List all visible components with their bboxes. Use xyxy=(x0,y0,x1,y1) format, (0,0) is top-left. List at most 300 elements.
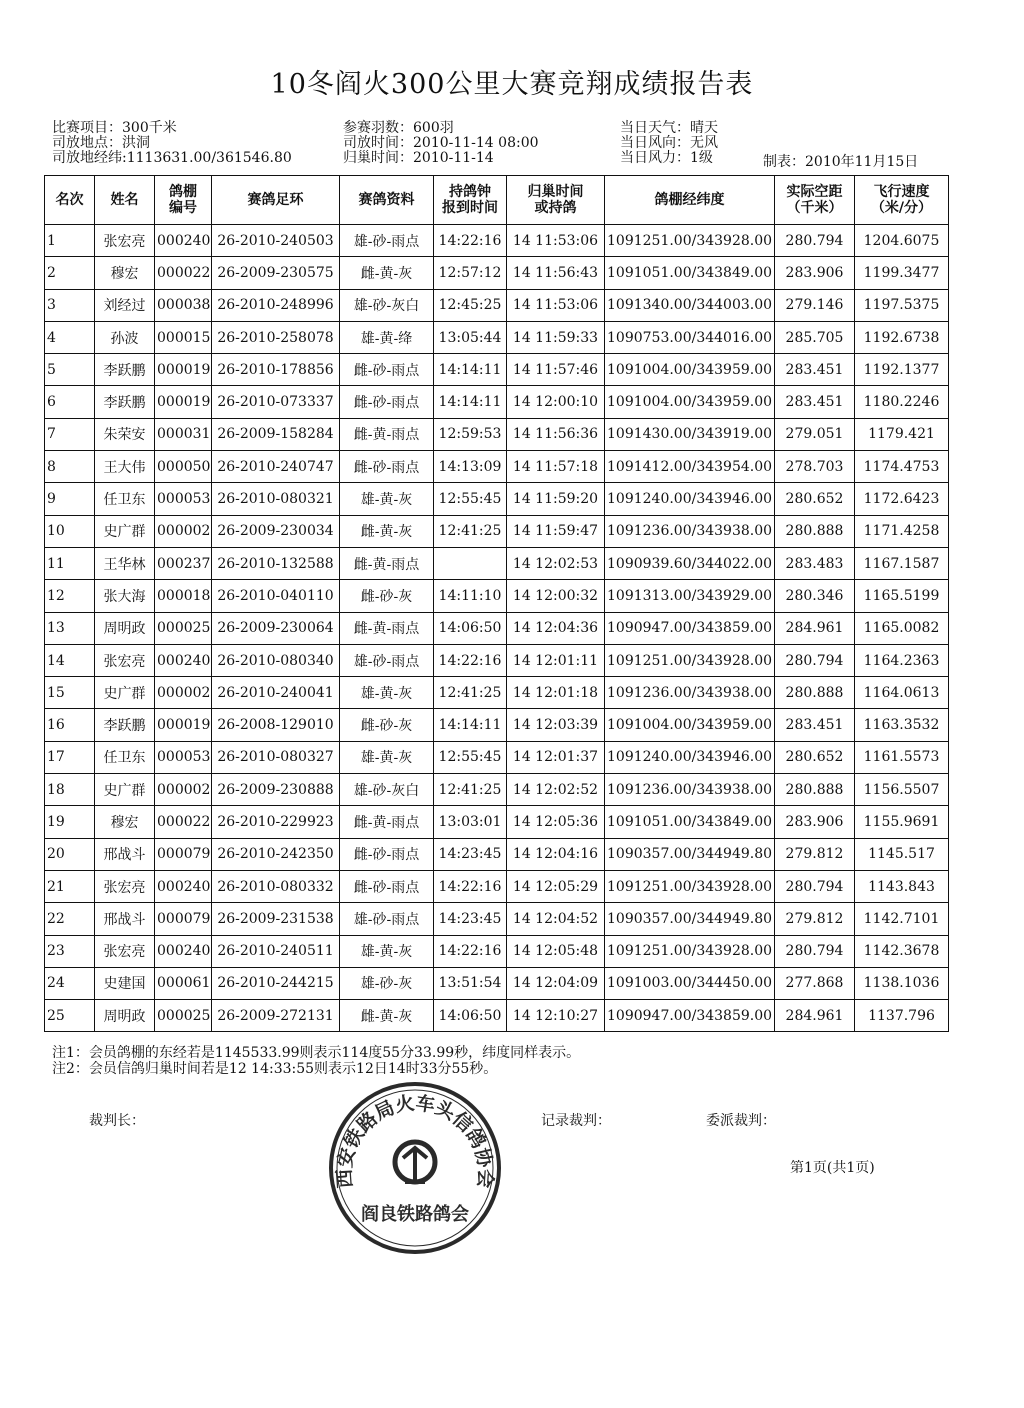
ring-cell: 26-2009-272131 xyxy=(212,1000,340,1032)
coords-cell: 1091251.00/343928.00 xyxy=(605,870,775,902)
table-row xyxy=(45,870,949,902)
arrival-cell: 14 12:04:09 xyxy=(507,967,605,999)
info-cell: 雌-黄-灰 xyxy=(340,257,434,289)
arrival-cell: 14 11:59:47 xyxy=(507,515,605,547)
rank-cell: 3 xyxy=(45,289,95,321)
speed-cell: 1155.9691 xyxy=(855,806,949,838)
rank-cell: 8 xyxy=(45,451,95,483)
clock-cell: 14:14:11 xyxy=(434,386,507,418)
clock-cell: 14:14:11 xyxy=(434,354,507,386)
speed-cell: 1138.1036 xyxy=(855,967,949,999)
distance-cell: 279.812 xyxy=(775,903,855,935)
ring-cell: 26-2009-231538 xyxy=(212,903,340,935)
loft-cell: 000022 xyxy=(155,257,212,289)
name-cell: 刘经过 xyxy=(95,289,155,321)
distance-cell: 280.888 xyxy=(775,677,855,709)
arrival-cell: 14 12:02:52 xyxy=(507,774,605,806)
name-cell: 史广群 xyxy=(95,515,155,547)
meta-left-block xyxy=(52,121,292,166)
header-coords: 鸽棚经纬度 xyxy=(605,176,775,225)
table-row xyxy=(45,1000,949,1032)
header-ring: 赛鸽足环 xyxy=(212,176,340,225)
loft-cell: 000240 xyxy=(155,225,212,257)
arrival-cell: 14 11:59:33 xyxy=(507,321,605,353)
distance-cell: 278.703 xyxy=(775,451,855,483)
rank-cell: 24 xyxy=(45,967,95,999)
info-cell: 雌-砂-灰 xyxy=(340,580,434,612)
assigned-judge-label: 委派裁判： xyxy=(706,1113,776,1129)
arrival-cell: 14 11:56:43 xyxy=(507,257,605,289)
ring-cell: 26-2010-080340 xyxy=(212,644,340,676)
speed-cell: 1180.2246 xyxy=(855,386,949,418)
header-arrival: 归巢时间 或持鸽 xyxy=(507,176,605,225)
clock-cell: 12:41:25 xyxy=(434,677,507,709)
coords-cell: 1091251.00/343928.00 xyxy=(605,225,775,257)
coords-cell: 1091051.00/343849.00 xyxy=(605,257,775,289)
speed-cell: 1163.3532 xyxy=(855,709,949,741)
event-field: 比赛项目：300千米 xyxy=(52,120,177,136)
distance-cell: 284.961 xyxy=(775,612,855,644)
speed-cell: 1137.796 xyxy=(855,1000,949,1032)
rank-cell: 13 xyxy=(45,612,95,644)
distance-cell: 280.794 xyxy=(775,935,855,967)
name-cell: 李跃鹏 xyxy=(95,354,155,386)
loft-cell: 000079 xyxy=(155,903,212,935)
header-loft: 鸽棚 编号 xyxy=(155,176,212,225)
name-cell: 穆宏 xyxy=(95,806,155,838)
rank-cell: 10 xyxy=(45,515,95,547)
meta-mid-block xyxy=(343,121,539,166)
ring-cell: 26-2010-080332 xyxy=(212,870,340,902)
table-row xyxy=(45,644,949,676)
distance-cell: 283.483 xyxy=(775,547,855,579)
loft-cell: 000019 xyxy=(155,354,212,386)
speed-cell: 1142.3678 xyxy=(855,935,949,967)
release-coords-field: 司放地经纬:1113631.00/361546.80 xyxy=(52,150,292,166)
header-distance: 实际空距 （千米） xyxy=(775,176,855,225)
ring-cell: 26-2008-129010 xyxy=(212,709,340,741)
loft-cell: 000050 xyxy=(155,451,212,483)
info-cell: 雌-砂-雨点 xyxy=(340,451,434,483)
speed-cell: 1164.0613 xyxy=(855,677,949,709)
speed-cell: 1161.5573 xyxy=(855,741,949,773)
release-place-field: 司放地点：洪洞 xyxy=(52,135,150,151)
distance-cell: 280.652 xyxy=(775,483,855,515)
speed-cell: 1179.421 xyxy=(855,418,949,450)
ring-cell: 26-2009-230575 xyxy=(212,257,340,289)
coords-cell: 1091340.00/344003.00 xyxy=(605,289,775,321)
name-cell: 张宏亮 xyxy=(95,870,155,902)
loft-cell: 000002 xyxy=(155,677,212,709)
header-speed: 飞行速度 （米/分） xyxy=(855,176,949,225)
clock-cell: 14:13:09 xyxy=(434,451,507,483)
name-cell: 张宏亮 xyxy=(95,644,155,676)
info-cell: 雄-砂-雨点 xyxy=(340,225,434,257)
name-cell: 张宏亮 xyxy=(95,225,155,257)
info-cell: 雄-砂-灰白 xyxy=(340,774,434,806)
coords-cell: 1091004.00/343959.00 xyxy=(605,709,775,741)
note-1: 注1：会员鸽棚的东经若是1145533.99则表示114度55分33.99秒，纬度同样表示。 xyxy=(52,1045,581,1061)
table-row xyxy=(45,354,949,386)
table-row xyxy=(45,580,949,612)
info-cell: 雌-黄-雨点 xyxy=(340,418,434,450)
ring-cell: 26-2010-240041 xyxy=(212,677,340,709)
speed-cell: 1167.1587 xyxy=(855,547,949,579)
release-time-field: 司放时间：2010-11-14 08:00 xyxy=(343,135,539,151)
arrival-cell: 14 12:05:48 xyxy=(507,935,605,967)
name-cell: 张宏亮 xyxy=(95,935,155,967)
table-row xyxy=(45,741,949,773)
rank-cell: 9 xyxy=(45,483,95,515)
loft-cell: 000025 xyxy=(155,1000,212,1032)
wind-direction-field: 当日风向：无风 xyxy=(620,135,718,151)
clock-cell: 14:23:45 xyxy=(434,838,507,870)
table-row xyxy=(45,677,949,709)
arrival-cell: 14 12:01:18 xyxy=(507,677,605,709)
clock-cell: 12:59:53 xyxy=(434,418,507,450)
speed-cell: 1156.5507 xyxy=(855,774,949,806)
table-row xyxy=(45,225,949,257)
speed-cell: 1197.5375 xyxy=(855,289,949,321)
rank-cell: 6 xyxy=(45,386,95,418)
coords-cell: 1091236.00/343938.00 xyxy=(605,677,775,709)
clock-cell xyxy=(434,547,507,579)
loft-cell: 000031 xyxy=(155,418,212,450)
info-cell: 雌-黄-雨点 xyxy=(340,612,434,644)
distance-cell: 280.794 xyxy=(775,225,855,257)
ring-cell: 26-2010-229923 xyxy=(212,806,340,838)
loft-cell: 000053 xyxy=(155,483,212,515)
coords-cell: 1091240.00/343946.00 xyxy=(605,483,775,515)
rank-cell: 21 xyxy=(45,870,95,902)
coords-cell: 1091051.00/343849.00 xyxy=(605,806,775,838)
distance-cell: 279.146 xyxy=(775,289,855,321)
name-cell: 王华林 xyxy=(95,547,155,579)
info-cell: 雌-砂-雨点 xyxy=(340,838,434,870)
loft-cell: 000053 xyxy=(155,741,212,773)
coords-cell: 1091251.00/343928.00 xyxy=(605,935,775,967)
info-cell: 雌-黄-灰 xyxy=(340,1000,434,1032)
distance-cell: 283.906 xyxy=(775,806,855,838)
distance-cell: 277.868 xyxy=(775,967,855,999)
rank-cell: 11 xyxy=(45,547,95,579)
table-row xyxy=(45,903,949,935)
info-cell: 雄-黄-灰 xyxy=(340,483,434,515)
header-name: 姓名 xyxy=(95,176,155,225)
coords-cell: 1090947.00/343859.00 xyxy=(605,1000,775,1032)
ring-cell: 26-2009-230064 xyxy=(212,612,340,644)
clock-cell: 14:22:16 xyxy=(434,935,507,967)
arrival-cell: 14 12:10:27 xyxy=(507,1000,605,1032)
distance-cell: 279.051 xyxy=(775,418,855,450)
table-row xyxy=(45,451,949,483)
clock-cell: 13:51:54 xyxy=(434,967,507,999)
rank-cell: 16 xyxy=(45,709,95,741)
clock-cell: 14:23:45 xyxy=(434,903,507,935)
name-cell: 史广群 xyxy=(95,677,155,709)
name-cell: 李跃鹏 xyxy=(95,386,155,418)
coords-cell: 1090357.00/344949.80 xyxy=(605,838,775,870)
arrival-cell: 14 12:00:32 xyxy=(507,580,605,612)
rank-cell: 23 xyxy=(45,935,95,967)
rank-cell: 1 xyxy=(45,225,95,257)
info-cell: 雄-砂-灰白 xyxy=(340,289,434,321)
rank-cell: 19 xyxy=(45,806,95,838)
coords-cell: 1091412.00/343954.00 xyxy=(605,451,775,483)
arrival-cell: 14 12:05:29 xyxy=(507,870,605,902)
name-cell: 史广群 xyxy=(95,774,155,806)
speed-cell: 1174.4753 xyxy=(855,451,949,483)
table-row xyxy=(45,547,949,579)
name-cell: 周明政 xyxy=(95,1000,155,1032)
loft-cell: 000240 xyxy=(155,935,212,967)
loft-cell: 000240 xyxy=(155,644,212,676)
ring-cell: 26-2010-178856 xyxy=(212,354,340,386)
coords-cell: 1091251.00/343928.00 xyxy=(605,644,775,676)
speed-cell: 1204.6075 xyxy=(855,225,949,257)
arrival-cell: 14 11:59:20 xyxy=(507,483,605,515)
ring-cell: 26-2010-240503 xyxy=(212,225,340,257)
rank-cell: 20 xyxy=(45,838,95,870)
arrival-cell: 14 12:02:53 xyxy=(507,547,605,579)
ring-cell: 26-2010-248996 xyxy=(212,289,340,321)
speed-cell: 1192.6738 xyxy=(855,321,949,353)
loft-cell: 000015 xyxy=(155,321,212,353)
info-cell: 雄-砂-雨点 xyxy=(340,903,434,935)
info-cell: 雄-黄-灰 xyxy=(340,935,434,967)
name-cell: 孙波 xyxy=(95,321,155,353)
speed-cell: 1192.1377 xyxy=(855,354,949,386)
header-rank: 名次 xyxy=(45,176,95,225)
table-row xyxy=(45,386,949,418)
coords-cell: 1090357.00/344949.80 xyxy=(605,903,775,935)
clock-cell: 12:45:25 xyxy=(434,289,507,321)
coords-cell: 1091240.00/343946.00 xyxy=(605,741,775,773)
ring-cell: 26-2009-230888 xyxy=(212,774,340,806)
name-cell: 王大伟 xyxy=(95,451,155,483)
ring-cell: 26-2010-080321 xyxy=(212,483,340,515)
ring-cell: 26-2010-240511 xyxy=(212,935,340,967)
page-number: 第1页(共1页) xyxy=(790,1160,875,1176)
ring-cell: 26-2010-132588 xyxy=(212,547,340,579)
clock-cell: 14:11:10 xyxy=(434,580,507,612)
name-cell: 周明政 xyxy=(95,612,155,644)
distance-cell: 285.705 xyxy=(775,321,855,353)
arrival-cell: 14 11:56:36 xyxy=(507,418,605,450)
ring-cell: 26-2010-242350 xyxy=(212,838,340,870)
arrival-cell: 14 12:04:16 xyxy=(507,838,605,870)
distance-cell: 279.812 xyxy=(775,838,855,870)
made-by-field: 制表：2010年11月15日 xyxy=(763,154,919,170)
coords-cell: 1091004.00/343959.00 xyxy=(605,354,775,386)
speed-cell: 1172.6423 xyxy=(855,483,949,515)
loft-cell: 000237 xyxy=(155,547,212,579)
loft-cell: 000022 xyxy=(155,806,212,838)
chief-judge-label: 裁判长： xyxy=(89,1113,145,1129)
stamp-inner-text: 阎良铁路鸽会 xyxy=(361,1204,469,1225)
info-cell: 雄-黄-灰 xyxy=(340,741,434,773)
meta-right-block xyxy=(620,121,718,166)
association-stamp xyxy=(325,1078,505,1258)
loft-cell: 000002 xyxy=(155,515,212,547)
distance-cell: 283.451 xyxy=(775,709,855,741)
loft-cell: 000038 xyxy=(155,289,212,321)
distance-cell: 280.794 xyxy=(775,644,855,676)
table-row xyxy=(45,806,949,838)
table-row xyxy=(45,257,949,289)
clock-cell: 13:05:44 xyxy=(434,321,507,353)
ring-cell: 26-2010-240747 xyxy=(212,451,340,483)
table-row xyxy=(45,612,949,644)
coords-cell: 1091236.00/343938.00 xyxy=(605,774,775,806)
notes-block xyxy=(52,1045,580,1077)
ring-cell: 26-2010-080327 xyxy=(212,741,340,773)
rank-cell: 5 xyxy=(45,354,95,386)
clock-cell: 14:06:50 xyxy=(434,1000,507,1032)
ring-cell: 26-2009-230034 xyxy=(212,515,340,547)
speed-cell: 1145.517 xyxy=(855,838,949,870)
coords-cell: 1091313.00/343929.00 xyxy=(605,580,775,612)
rank-cell: 4 xyxy=(45,321,95,353)
rank-cell: 25 xyxy=(45,1000,95,1032)
table-row xyxy=(45,838,949,870)
loft-cell: 000019 xyxy=(155,386,212,418)
ring-cell: 26-2010-073337 xyxy=(212,386,340,418)
clock-cell: 12:55:45 xyxy=(434,741,507,773)
wind-force-field: 当日风力：1级 xyxy=(620,150,713,166)
clock-cell: 14:22:16 xyxy=(434,225,507,257)
weather-field: 当日天气：晴天 xyxy=(620,120,718,136)
results-table xyxy=(44,175,949,1032)
loft-cell: 000061 xyxy=(155,967,212,999)
speed-cell: 1171.4258 xyxy=(855,515,949,547)
rank-cell: 22 xyxy=(45,903,95,935)
coords-cell: 1090939.60/344022.00 xyxy=(605,547,775,579)
clock-cell: 14:22:16 xyxy=(434,644,507,676)
name-cell: 邢战斗 xyxy=(95,838,155,870)
arrival-cell: 14 11:53:06 xyxy=(507,225,605,257)
info-cell: 雌-黄-灰 xyxy=(340,515,434,547)
return-time-field: 归巢时间：2010-11-14 xyxy=(343,150,494,166)
info-cell: 雌-黄-雨点 xyxy=(340,547,434,579)
results-body xyxy=(45,225,949,1032)
rank-cell: 12 xyxy=(45,580,95,612)
arrival-cell: 14 12:05:36 xyxy=(507,806,605,838)
info-cell: 雌-砂-雨点 xyxy=(340,354,434,386)
clock-cell: 13:03:01 xyxy=(434,806,507,838)
clock-cell: 12:57:12 xyxy=(434,257,507,289)
info-cell: 雌-黄-雨点 xyxy=(340,806,434,838)
table-row xyxy=(45,709,949,741)
rank-cell: 7 xyxy=(45,418,95,450)
name-cell: 史建国 xyxy=(95,967,155,999)
clock-cell: 12:41:25 xyxy=(434,774,507,806)
distance-cell: 283.451 xyxy=(775,354,855,386)
info-cell: 雄-黄-灰 xyxy=(340,677,434,709)
table-row xyxy=(45,774,949,806)
table-row xyxy=(45,321,949,353)
table-row xyxy=(45,418,949,450)
speed-cell: 1142.7101 xyxy=(855,903,949,935)
arrival-cell: 14 11:57:18 xyxy=(507,451,605,483)
arrival-cell: 14 11:57:46 xyxy=(507,354,605,386)
distance-cell: 280.346 xyxy=(775,580,855,612)
loft-cell: 000079 xyxy=(155,838,212,870)
info-cell: 雌-砂-灰 xyxy=(340,709,434,741)
distance-cell: 283.451 xyxy=(775,386,855,418)
distance-cell: 280.888 xyxy=(775,774,855,806)
loft-cell: 000019 xyxy=(155,709,212,741)
loft-cell: 000002 xyxy=(155,774,212,806)
distance-cell: 284.961 xyxy=(775,1000,855,1032)
loft-cell: 000018 xyxy=(155,580,212,612)
coords-cell: 1091430.00/343919.00 xyxy=(605,418,775,450)
entries-field: 参赛羽数：600羽 xyxy=(343,120,454,136)
distance-cell: 283.906 xyxy=(775,257,855,289)
loft-cell: 000240 xyxy=(155,870,212,902)
rank-cell: 2 xyxy=(45,257,95,289)
name-cell: 任卫东 xyxy=(95,483,155,515)
info-cell: 雄-砂-灰 xyxy=(340,967,434,999)
arrival-cell: 14 12:01:11 xyxy=(507,644,605,676)
speed-cell: 1165.5199 xyxy=(855,580,949,612)
arrival-cell: 14 12:04:52 xyxy=(507,903,605,935)
clock-cell: 14:06:50 xyxy=(434,612,507,644)
distance-cell: 280.794 xyxy=(775,870,855,902)
coords-cell: 1091004.00/343959.00 xyxy=(605,386,775,418)
coords-cell: 1091003.00/344450.00 xyxy=(605,967,775,999)
clock-cell: 12:41:25 xyxy=(434,515,507,547)
info-cell: 雌-砂-雨点 xyxy=(340,386,434,418)
stamp-outer-text: 西安铁路局火车头信鸽协会 xyxy=(333,1092,497,1189)
ring-cell: 26-2010-258078 xyxy=(212,321,340,353)
name-cell: 邢战斗 xyxy=(95,903,155,935)
rank-cell: 18 xyxy=(45,774,95,806)
name-cell: 张大海 xyxy=(95,580,155,612)
rank-cell: 14 xyxy=(45,644,95,676)
info-cell: 雄-黄-绛 xyxy=(340,321,434,353)
header-row xyxy=(45,176,949,225)
report-title: 10冬阎火300公里大赛竞翔成绩报告表 xyxy=(270,69,754,100)
info-cell: 雌-砂-雨点 xyxy=(340,870,434,902)
arrival-cell: 14 12:03:39 xyxy=(507,709,605,741)
info-cell: 雄-砂-雨点 xyxy=(340,644,434,676)
distance-cell: 280.652 xyxy=(775,741,855,773)
speed-cell: 1164.2363 xyxy=(855,644,949,676)
loft-cell: 000025 xyxy=(155,612,212,644)
speed-cell: 1165.0082 xyxy=(855,612,949,644)
ring-cell: 26-2010-040110 xyxy=(212,580,340,612)
table-row xyxy=(45,515,949,547)
arrival-cell: 14 12:00:10 xyxy=(507,386,605,418)
speed-cell: 1199.3477 xyxy=(855,257,949,289)
note-2: 注2：会员信鸽归巢时间若是12 14:33:55则表示12日14时33分55秒。 xyxy=(52,1061,498,1077)
table-row xyxy=(45,935,949,967)
arrival-cell: 14 12:04:36 xyxy=(507,612,605,644)
speed-cell: 1143.843 xyxy=(855,870,949,902)
ring-cell: 26-2009-158284 xyxy=(212,418,340,450)
clock-cell: 12:55:45 xyxy=(434,483,507,515)
rank-cell: 15 xyxy=(45,677,95,709)
ring-cell: 26-2010-244215 xyxy=(212,967,340,999)
name-cell: 任卫东 xyxy=(95,741,155,773)
table-row xyxy=(45,967,949,999)
table-row xyxy=(45,483,949,515)
arrival-cell: 14 12:01:37 xyxy=(507,741,605,773)
clock-cell: 14:22:16 xyxy=(434,870,507,902)
clock-cell: 14:14:11 xyxy=(434,709,507,741)
name-cell: 朱荣安 xyxy=(95,418,155,450)
